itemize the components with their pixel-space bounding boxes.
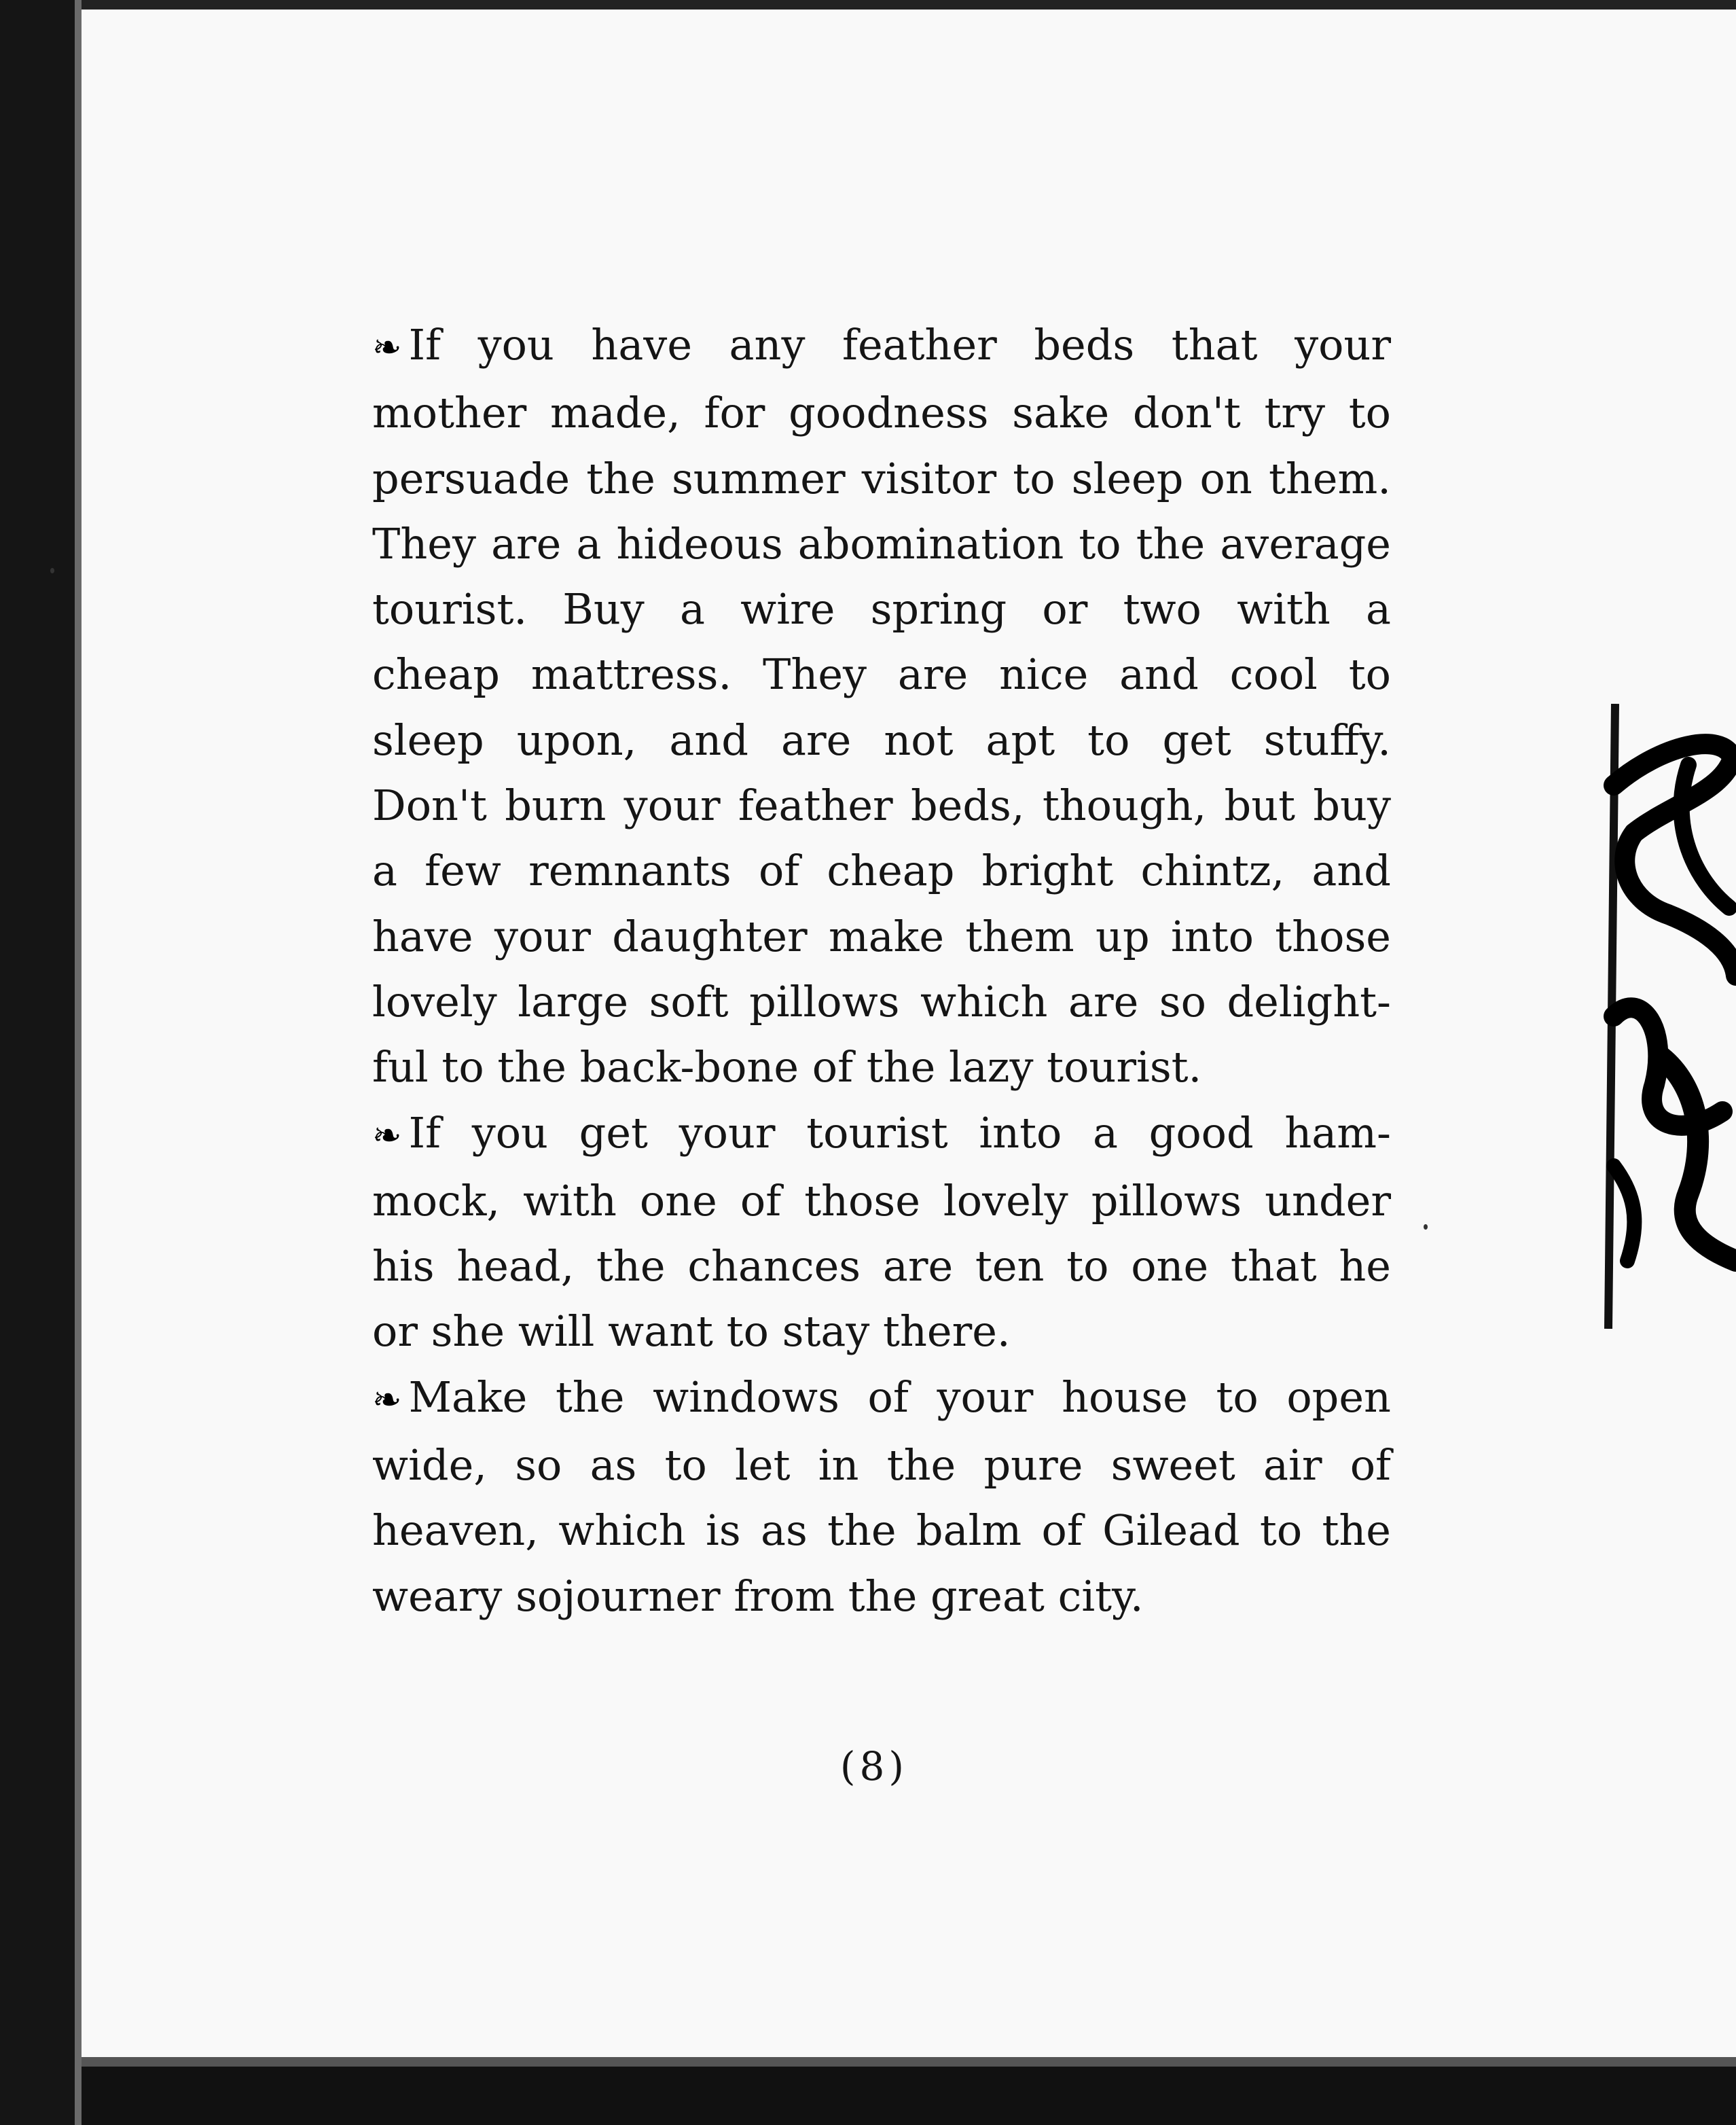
page-left-edge-shadow <box>0 0 82 2125</box>
text-line: lovely large soft pillows which are so delight- <box>372 976 1391 1026</box>
page-bottom-edge <box>82 2065 1736 2125</box>
paper-speck <box>1424 1224 1428 1230</box>
text-line: Don't burn your feather beds, though, but buy <box>372 781 1391 831</box>
body-text <box>372 312 1391 1629</box>
text-line: have your daughter make them up into those <box>372 911 1391 961</box>
text-line: wide, so as to let in the pure sweet air of <box>372 1440 1391 1490</box>
paragraph-hammock <box>372 1101 1391 1365</box>
paper-speck <box>50 568 54 573</box>
fleuron-ornament-icon: ❧ <box>372 327 402 368</box>
page-number: (8) <box>839 1743 909 1789</box>
text-line: ❧ If you have any feather beds that your <box>372 312 1391 380</box>
text-line: They are a hideous abomination to the average <box>372 518 1391 569</box>
paragraph-feather-beds <box>372 312 1391 1101</box>
binding-string-icon <box>1587 704 1736 1329</box>
text-line: cheap mattress. They are nice and cool to <box>372 649 1391 700</box>
text-line: mock, with one of those lovely pillows under <box>372 1175 1391 1226</box>
text-line: or she will want to stay there. <box>372 1306 1011 1357</box>
text-line: ❧ Make the windows of your house to open <box>372 1365 1391 1433</box>
text-line: heaven, which is as the balm of Gilead to the <box>372 1505 1391 1556</box>
text-line: a few remnants of cheap bright chintz, and <box>372 846 1391 896</box>
text-line: ful to the back-bone of the lazy tourist. <box>372 1042 1202 1092</box>
text-line: mother made, for goodness sake don't try to <box>372 388 1391 438</box>
fleuron-ornament-icon: ❧ <box>372 1379 402 1421</box>
text-line: sleep upon, and are not apt to get stuffy. <box>372 715 1391 765</box>
text-line: his head, the chances are ten to one that he <box>372 1241 1391 1291</box>
text-line: ❧ If you get your tourist into a good ham- <box>372 1101 1391 1168</box>
fleuron-ornament-icon: ❧ <box>372 1115 402 1156</box>
text-line: weary sojourner from the great city. <box>372 1571 1144 1621</box>
text-line: persuade the summer visitor to sleep on them. <box>372 453 1391 503</box>
paragraph-windows <box>372 1365 1391 1629</box>
text-line: tourist. Buy a wire spring or two with a <box>372 584 1391 635</box>
